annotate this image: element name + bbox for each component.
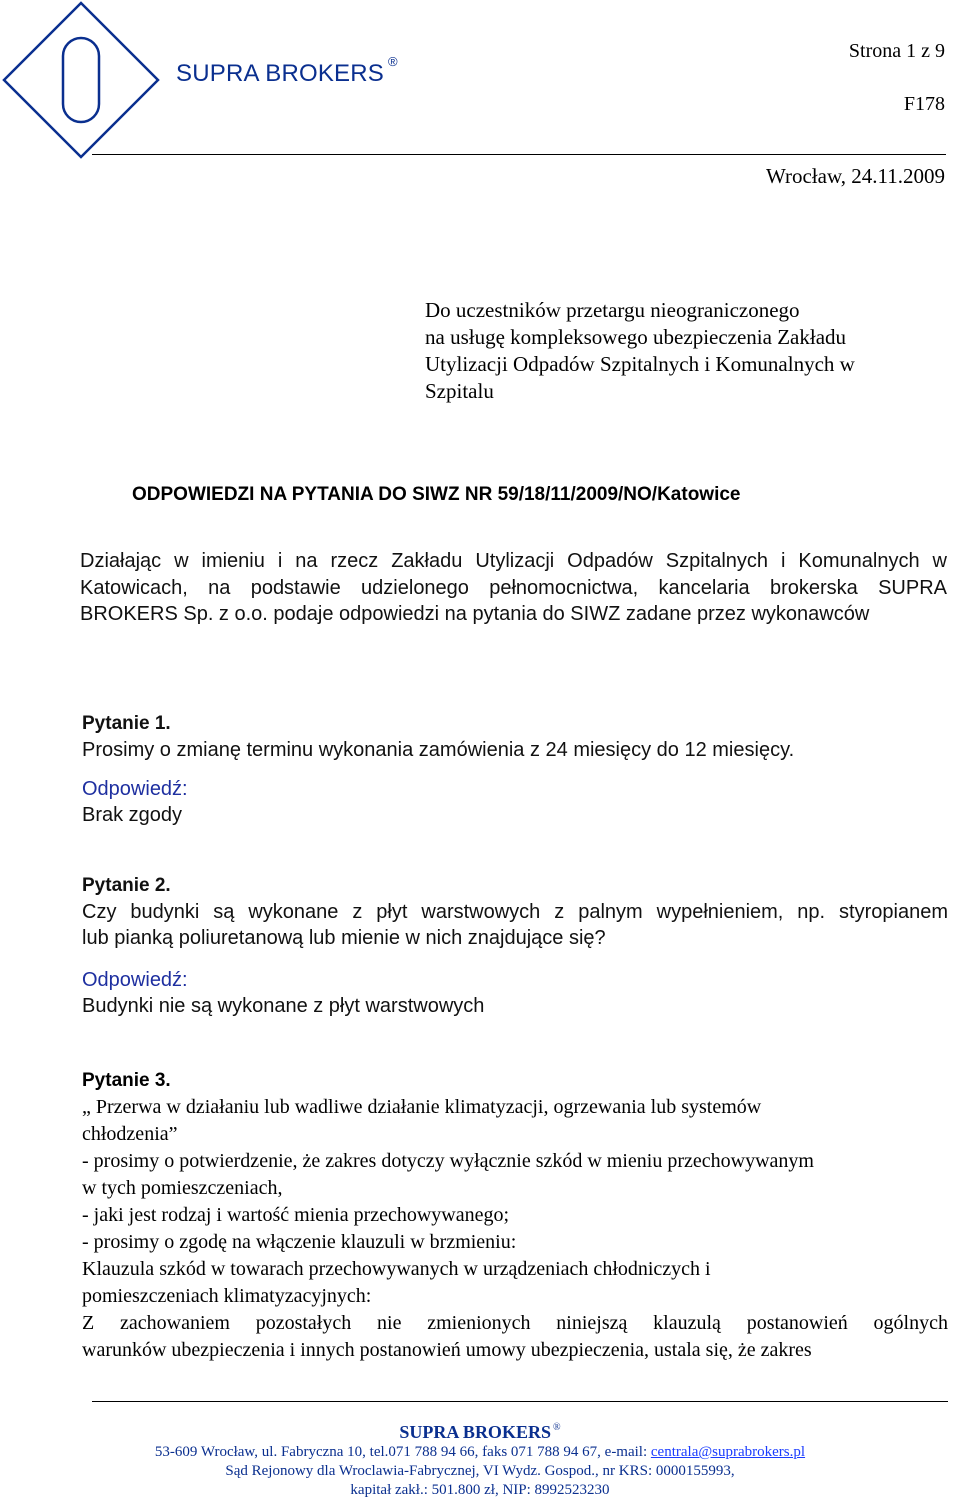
footer-brand-text: SUPRA BROKERS bbox=[399, 1422, 551, 1442]
page-footer bbox=[0, 1422, 960, 1500]
recipient-line: Szpitalu bbox=[425, 379, 494, 403]
footer-court: Sąd Rejonowy dla Wroclawia-Fabrycznej, VI Wydz. Gospod., nr KRS: 0000155993, bbox=[225, 1463, 735, 1479]
date-line: Wrocław, 24.11.2009 bbox=[766, 164, 945, 188]
recipient-line: Utylizacji Odpadów Szpitalnych i Komunalnych w bbox=[425, 352, 855, 376]
form-code: F178 bbox=[903, 93, 945, 115]
intro-line: Katowicach, na podstawie udzielonego pełnomocnictwa, kancelaria brokerska SUPRA bbox=[80, 576, 947, 599]
footer-email-link[interactable]: centrala@suprabrokers.pl bbox=[650, 1444, 806, 1460]
question-line: pomieszczeniach klimatyzacyjnych: bbox=[82, 1285, 372, 1307]
question-heading: Pytanie 1. bbox=[82, 713, 171, 734]
question-line: - prosimy o potwierdzenie, że zakres dotyczy wyłącznie szkód w mieniu przechowywanym bbox=[82, 1150, 814, 1172]
supra-brokers-logo-icon bbox=[0, 0, 176, 168]
footer-address bbox=[0, 1443, 960, 1462]
question-line: w tych pomieszczeniach, bbox=[82, 1177, 283, 1199]
answer-label: Odpowiedź: bbox=[82, 969, 188, 991]
footer-divider bbox=[92, 1401, 948, 1402]
question-heading: Pytanie 3. bbox=[82, 1070, 171, 1091]
question-heading: Pytanie 2. bbox=[82, 875, 171, 896]
intro-line: Działając w imieniu i na rzecz Zakładu Utylizacji Odpadów Szpitalnych i Komunalnych w bbox=[80, 550, 947, 572]
question-3 bbox=[82, 1067, 948, 1364]
question-line: Klauzula szkód w towarach przechowywanych w urządzeniach chłodniczych i bbox=[82, 1258, 711, 1280]
page-indicator: Strona 1 z 9 bbox=[848, 40, 945, 62]
intro-line: BROKERS Sp. z o.o. podaje odpowiedzi na pytania do SIWZ zadane przez wykonawców bbox=[80, 603, 870, 625]
brand-name bbox=[176, 54, 398, 88]
question-line: warunków ubezpieczenia i innych postanowień umowy ubezpieczenia, ustala się, że zakres bbox=[82, 1339, 812, 1361]
question-line: chłodzenia” bbox=[82, 1123, 178, 1145]
recipient-line: na usługę kompleksowego ubezpieczenia Zakładu bbox=[425, 325, 847, 349]
answer-text: Brak zgody bbox=[82, 804, 183, 826]
registered-mark: ® bbox=[388, 54, 398, 69]
recipient-block bbox=[425, 297, 855, 405]
question-line: „ Przerwa w działaniu lub wadliwe działanie klimatyzacji, ogrzewania lub systemów bbox=[82, 1096, 762, 1118]
footer-capital: kapitał zakł.: 501.800 zł, NIP: 8992523230 bbox=[350, 1482, 610, 1498]
question-text: Prosimy o zmianę terminu wykonania zamówienia z 24 miesięcy do 12 miesięcy. bbox=[82, 739, 795, 761]
intro-paragraph bbox=[80, 548, 947, 628]
question-1 bbox=[82, 711, 948, 828]
question-line: - prosimy o zgodę na włączenie klauzuli w brzmieniu: bbox=[82, 1231, 517, 1253]
header-divider bbox=[92, 154, 946, 155]
question-line: Z zachowaniem pozostałych nie zmienionych niniejszą klauzulą postanowień ogólnych bbox=[82, 1312, 948, 1334]
question-2 bbox=[82, 873, 948, 1019]
recipient-line: Do uczestników przetargu nieograniczonego bbox=[425, 298, 800, 322]
footer-brand bbox=[0, 1422, 960, 1443]
document-title: ODPOWIEDZI NA PYTANIA DO SIWZ NR 59/18/11/2009/NO/Katowice bbox=[132, 484, 741, 505]
question-line: lub pianką poliuretanową lub mienie w nich znajdujące się? bbox=[82, 927, 606, 949]
question-text bbox=[82, 899, 948, 951]
question-line: - jaki jest rodzaj i wartość mienia przechowywanego; bbox=[82, 1204, 510, 1226]
brand-text: SUPRA BROKERS bbox=[176, 60, 384, 87]
answer-text: Budynki nie są wykonane z płyt warstwowych bbox=[82, 995, 485, 1017]
footer-registered-mark: ® bbox=[552, 1422, 561, 1433]
answer-label: Odpowiedź: bbox=[82, 778, 188, 800]
question-line: Czy budynki są wykonane z płyt warstwowych z palnym wypełnieniem, np. styropianem bbox=[82, 901, 948, 923]
footer-address-text: 53-609 Wrocław, ul. Fabryczna 10, tel.071 788 94 66, faks 071 788 94 67, e-mail: bbox=[154, 1444, 651, 1460]
